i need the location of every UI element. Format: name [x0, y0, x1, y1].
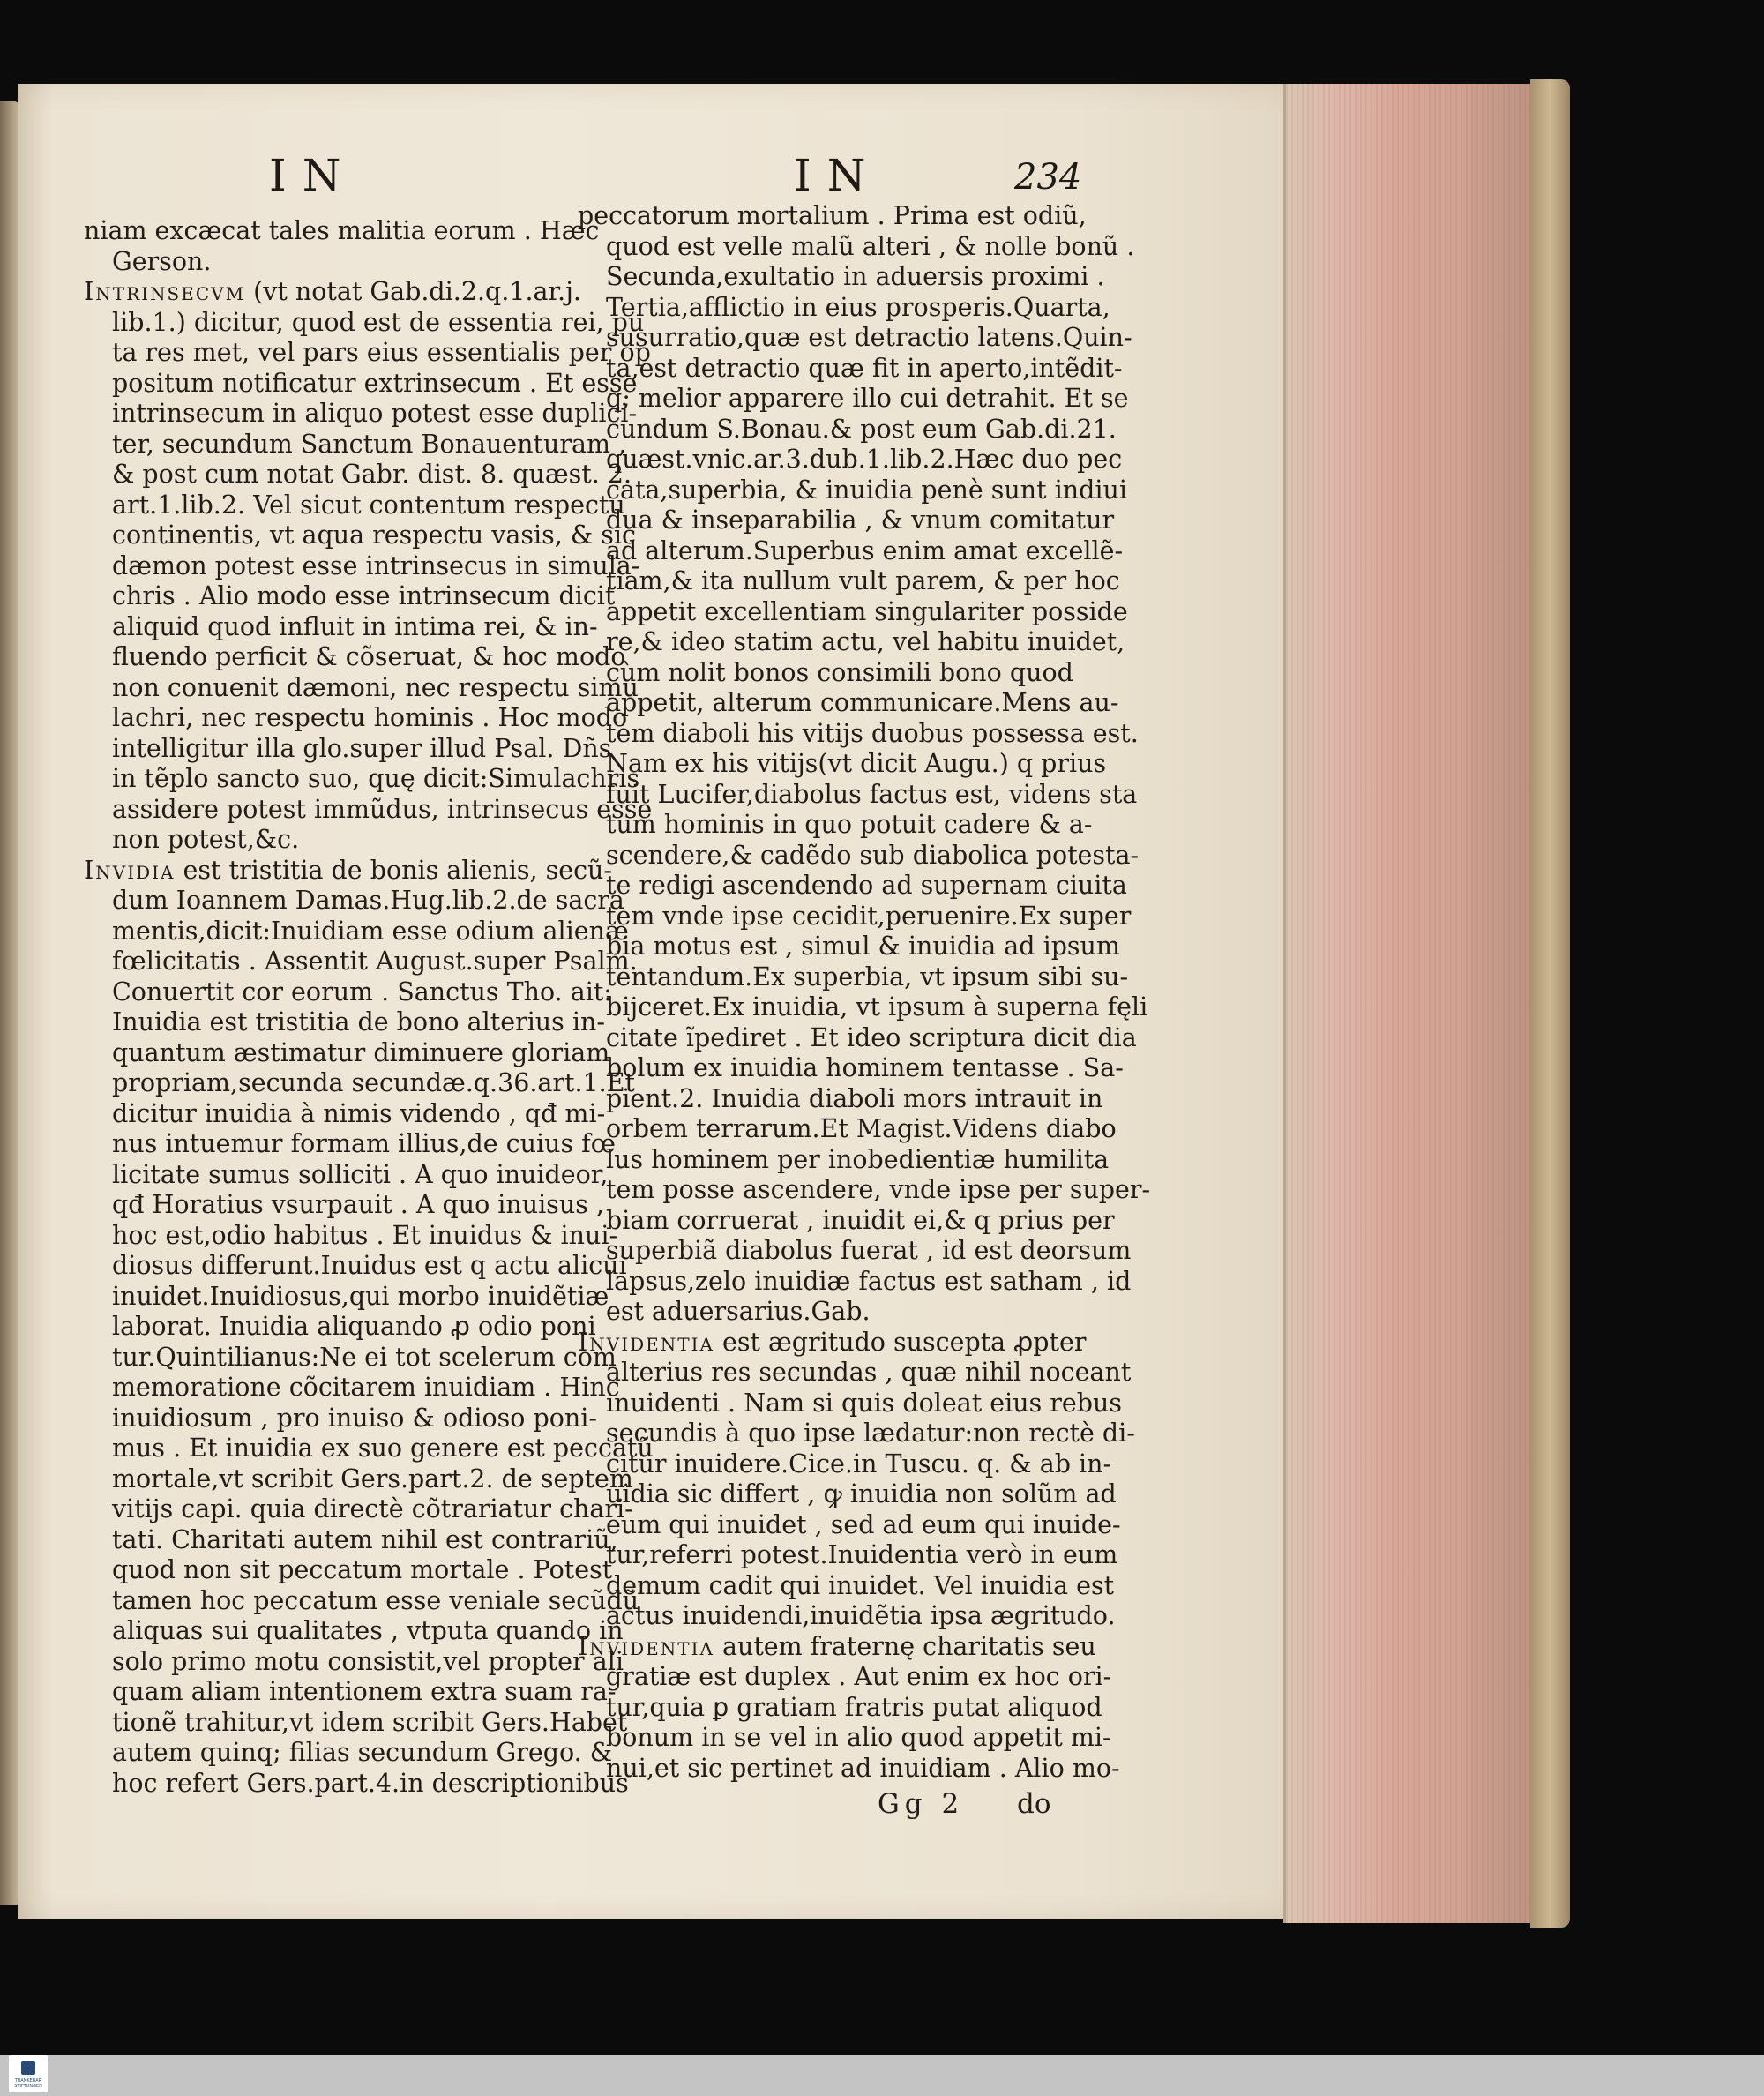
text-line: bonum in se vel in alio quod appetit mi-: [606, 1723, 1111, 1752]
text-line: lib.1.) dicitur, quod est de essentia rei, pu: [112, 307, 645, 337]
text-line: bia motus est , simul & inuidia ad ipsum: [606, 932, 1120, 961]
text-line: qđ Horatius vsurpauit . A quo inuisus ,: [112, 1190, 604, 1219]
text-line: quod non sit peccatum mortale . Potest: [112, 1555, 613, 1584]
text-line: vitijs capi. quia directè cõtrariatur chari-: [112, 1494, 633, 1523]
text-line: lapsus,zelo inuidiæ factus est satham , id: [606, 1266, 1132, 1296]
previous-page-edge: [0, 101, 19, 1905]
text-line: tiam,& ita nullum vult parem, & per hoc: [606, 566, 1120, 595]
text-line: Invidia est tristitia de bonis alienis, secũ-: [84, 855, 613, 885]
text-line: licitate sumus solliciti . A quo inuideor,: [112, 1159, 609, 1189]
library-logo-text: TRANKEBAR STIFTUNGEN: [14, 2078, 42, 2089]
text-line: Intrinsecvm (vt notat Gab.di.2.q.1.ar.j.: [84, 277, 581, 306]
running-title-left: IN: [269, 150, 357, 201]
text-line: quæst.vnic.ar.3.dub.1.lib.2.Hæc duo pec: [606, 445, 1123, 474]
catchword: do: [1017, 1788, 1051, 1820]
headword: Invidentia: [578, 1327, 714, 1357]
text-line: uidia sic differt , ꝙ inuidia non solũm ad: [606, 1479, 1117, 1508]
text-line: niam excæcat tales malitia eorum . Hæc: [84, 216, 600, 245]
text-line: actus inuidendi,inuidẽtia ipsa ægritudo.: [606, 1601, 1116, 1630]
library-logo[interactable]: [9, 2055, 48, 2092]
text-line: assidere potest immũdus, intrinsecus esse: [112, 794, 653, 824]
text-line: memoratione cõcitarem inuidiam . Hinc: [112, 1373, 620, 1402]
text-line: mus . Et inuidia ex suo genere est peccatũ: [112, 1434, 654, 1463]
text-line: aliquid quod influit in intima rei, & in-: [112, 611, 598, 641]
text-line: intrinsecum in aliquo potest esse duplici-: [112, 399, 638, 428]
text-line: Conuertit cor eorum . Sanctus Tho. ait:: [112, 977, 612, 1007]
text-line: non conuenit dæmoni, nec respectu simu: [112, 672, 639, 702]
text-line: solo primo motu consistit,vel propter ali: [112, 1646, 624, 1676]
text-line: mentis,dicit:Inuidiam esse odium alienæ: [112, 916, 629, 946]
text-line: q; melior apparere illo cui detrahit. Et se: [606, 384, 1129, 413]
text-line: laborat. Inuidia aliquando ꝓ odio poni: [112, 1312, 596, 1341]
text-line: Secunda,exultatio in aduersis proximi .: [606, 262, 1105, 291]
text-line: hoc refert Gers.part.4.in descriptionibus: [112, 1768, 629, 1798]
text-line: fluendo perficit & cõseruat, & hoc modo: [112, 642, 626, 671]
text-line: tur,quia ꝑ gratiam fratris putat aliquod: [606, 1692, 1102, 1722]
text-line: tur,referri potest.Inuidentia verò in eum: [606, 1540, 1118, 1569]
page-block-edges: [1283, 84, 1537, 1923]
text-line: fuit Lucifer,diabolus factus est, videns sta: [606, 779, 1138, 809]
text-line: Tertia,afflictio in eius prosperis.Quarta,: [606, 292, 1110, 322]
text-line: tem vnde ipse cecidit,peruenire.Ex super: [606, 901, 1132, 931]
text-line: orbem terrarum.Et Magist.Videns diabo: [606, 1114, 1117, 1143]
text-line: quod est velle malũ alteri , & nolle bonũ .: [606, 231, 1135, 261]
text-line: tem diaboli his vitijs duobus possessa est.: [606, 718, 1139, 748]
text-line: lachri, nec respectu hominis . Hoc modo: [112, 703, 628, 732]
right-text-column: [578, 201, 1151, 1784]
library-logo-icon: [21, 2061, 35, 2075]
text-line: ad alterum.Superbus enim amat excellẽ-: [606, 535, 1124, 565]
text-line: chris . Alio modo esse intrinsecum dicit: [112, 581, 616, 610]
text-line: propriam,secunda secundæ.q.36.art.1.Et: [112, 1068, 636, 1097]
text-line: tati. Charitati autem nihil est contrariũ,: [112, 1524, 618, 1554]
headword: Invidia: [84, 855, 176, 885]
text-line: ta res met, vel pars eius essentialis per op: [112, 338, 651, 367]
cover-edge: [1530, 79, 1570, 1928]
text-line: intelligitur illa glo.super illud Psal. Dñs: [112, 733, 612, 763]
headword: Intrinsecvm: [84, 277, 246, 306]
signature-mark: Gg 2: [878, 1788, 965, 1820]
text-line: pient.2. Inuidia diaboli mors intrauit in: [606, 1083, 1103, 1113]
text-line: tem posse ascendere, vnde ipse per super-: [606, 1175, 1151, 1204]
text-line: Invidentia est ægritudo suscepta ꝓpter: [578, 1327, 1087, 1357]
text-line: cundum S.Bonau.& post eum Gab.di.21.: [606, 414, 1117, 444]
text-line: ter, secundum Sanctum Bonauenturam ,: [112, 429, 627, 459]
text-line: cùm nolit bonos consimili bono quod: [606, 657, 1073, 687]
text-line: tur.Quintilianus:Ne ei tot scelerum com: [112, 1342, 617, 1372]
text-line: inuidet.Inuidiosus,qui morbo inuidẽtiæ: [112, 1281, 609, 1311]
text-line: dicitur inuidia à nimis videndo , qđ mi-: [112, 1098, 606, 1128]
text-line: dum Ioannem Damas.Hug.lib.2.de sacra: [112, 886, 624, 915]
text-line: tum hominis in quo potuit cadere & a-: [606, 810, 1093, 839]
text-line: continentis, vt aqua respectu vasis, & sic: [112, 520, 636, 550]
text-line: est aduersarius.Gab.: [606, 1297, 871, 1326]
text-line: quam aliam intentionem extra suam ra-: [112, 1677, 617, 1706]
text-line: diosus differunt.Inuidus est q actu alicui: [112, 1251, 627, 1280]
text-line: in tẽplo sancto suo, quę dicit:Simulachris: [112, 764, 640, 793]
text-line: lus hominem per inobedientiæ humilita: [606, 1144, 1110, 1174]
text-line: biam corruerat , inuidit ei,& q prius per: [606, 1205, 1115, 1235]
text-line: re,& ideo statim actu, vel habitu inuidet,: [606, 627, 1125, 656]
text-line: Invidentia autem fraternę charitatis seu: [578, 1631, 1096, 1661]
text-line: tentandum.Ex superbia, vt ipsum sibi su-: [606, 962, 1129, 992]
text-line: fœlicitatis . Assentit August.super Psalm.: [112, 947, 638, 976]
text-line: autem quinq; filias secundum Grego. &: [112, 1738, 613, 1767]
text-line: dua & inseparabilia , & vnum comitatur: [606, 505, 1115, 535]
text-line: citur inuidere.Cice.in Tuscu. q. & ab in-: [606, 1448, 1112, 1478]
text-line: positum notificatur extrinsecum . Et esse: [112, 368, 638, 398]
text-line: demum cadit qui inuidet. Vel inuidia est: [606, 1570, 1115, 1600]
text-line: & post cum notat Gabr. dist. 8. quæst. 2.: [112, 460, 632, 489]
text-line: mortale,vt scribit Gers.part.2. de septem: [112, 1463, 633, 1493]
headword: Invidentia: [578, 1631, 714, 1661]
text-line: Nam ex his vitijs(vt dicit Augu.) q prius: [606, 749, 1107, 778]
text-line: alterius res secundas , quæ nihil noceant: [606, 1358, 1132, 1387]
page-number: 234: [1014, 157, 1082, 198]
text-line: eum qui inuidet , sed ad eum qui inuide-: [606, 1509, 1121, 1539]
text-line: Gerson.: [112, 246, 212, 276]
text-line: citate ĩpediret . Et ideo scriptura dicit dia: [606, 1022, 1137, 1052]
text-line: inuidenti . Nam si quis doleat eius rebus: [606, 1388, 1122, 1418]
text-line: cata,superbia, & inuidia penè sunt indiui: [606, 475, 1127, 505]
text-line: nus intuemur formam illius,de cuius fœ: [112, 1129, 616, 1158]
text-line: secundis à quo ipse lædatur:non rectè di-: [606, 1419, 1135, 1448]
text-line: dæmon potest esse intrinsecus in simula-: [112, 550, 640, 580]
text-line: bijceret.Ex inuidia, vt ipsum à superna fęli: [606, 992, 1148, 1022]
text-line: scendere,& cadẽdo sub diabolica potesta-: [606, 840, 1140, 870]
text-line: appetit excellentiam singulariter posside: [606, 596, 1128, 626]
text-line: tamen hoc peccatum esse veniale secũdũ: [112, 1585, 639, 1615]
text-line: te redigi ascendendo ad supernam ciuita: [606, 871, 1127, 900]
viewer-footer-bar: [0, 2055, 1764, 2096]
text-line: inuidiosum , pro inuiso & odioso poni-: [112, 1403, 597, 1433]
text-line: peccatorum mortalium . Prima est odiũ,: [578, 201, 1087, 230]
text-line: non potest,&c.: [112, 825, 300, 854]
text-line: appetit, alterum communicare.Mens au-: [606, 688, 1119, 717]
text-line: Inuidia est tristitia de bono alterius in-: [112, 1007, 605, 1037]
text-line: tionẽ trahitur,vt idem scribit Gers.Habet: [112, 1707, 628, 1737]
text-line: ta,est detractio quæ fit in aperto,intẽdit-: [606, 353, 1123, 383]
text-line: susurratio,quæ est detractio latens.Quin-: [606, 323, 1132, 352]
text-line: aliquas sui qualitates , vtputa quando in: [112, 1616, 624, 1645]
text-line: superbiã diabolus fuerat , id est deorsum: [606, 1236, 1132, 1265]
text-line: gratiæ est duplex . Aut enim ex hoc ori-: [606, 1662, 1112, 1691]
running-title-right: IN: [794, 150, 882, 201]
text-line: hoc est,odio habitus . Et inuidus & inui-: [112, 1220, 618, 1250]
text-line: bolum ex inuidia hominem tentasse . Sa-: [606, 1053, 1124, 1082]
text-line: quantum æstimatur diminuere gloriam: [112, 1037, 610, 1067]
text-line: nui,et sic pertinet ad inuidiam . Alio mo-: [606, 1753, 1120, 1783]
text-line: art.1.lib.2. Vel sicut contentum respectu: [112, 490, 625, 520]
